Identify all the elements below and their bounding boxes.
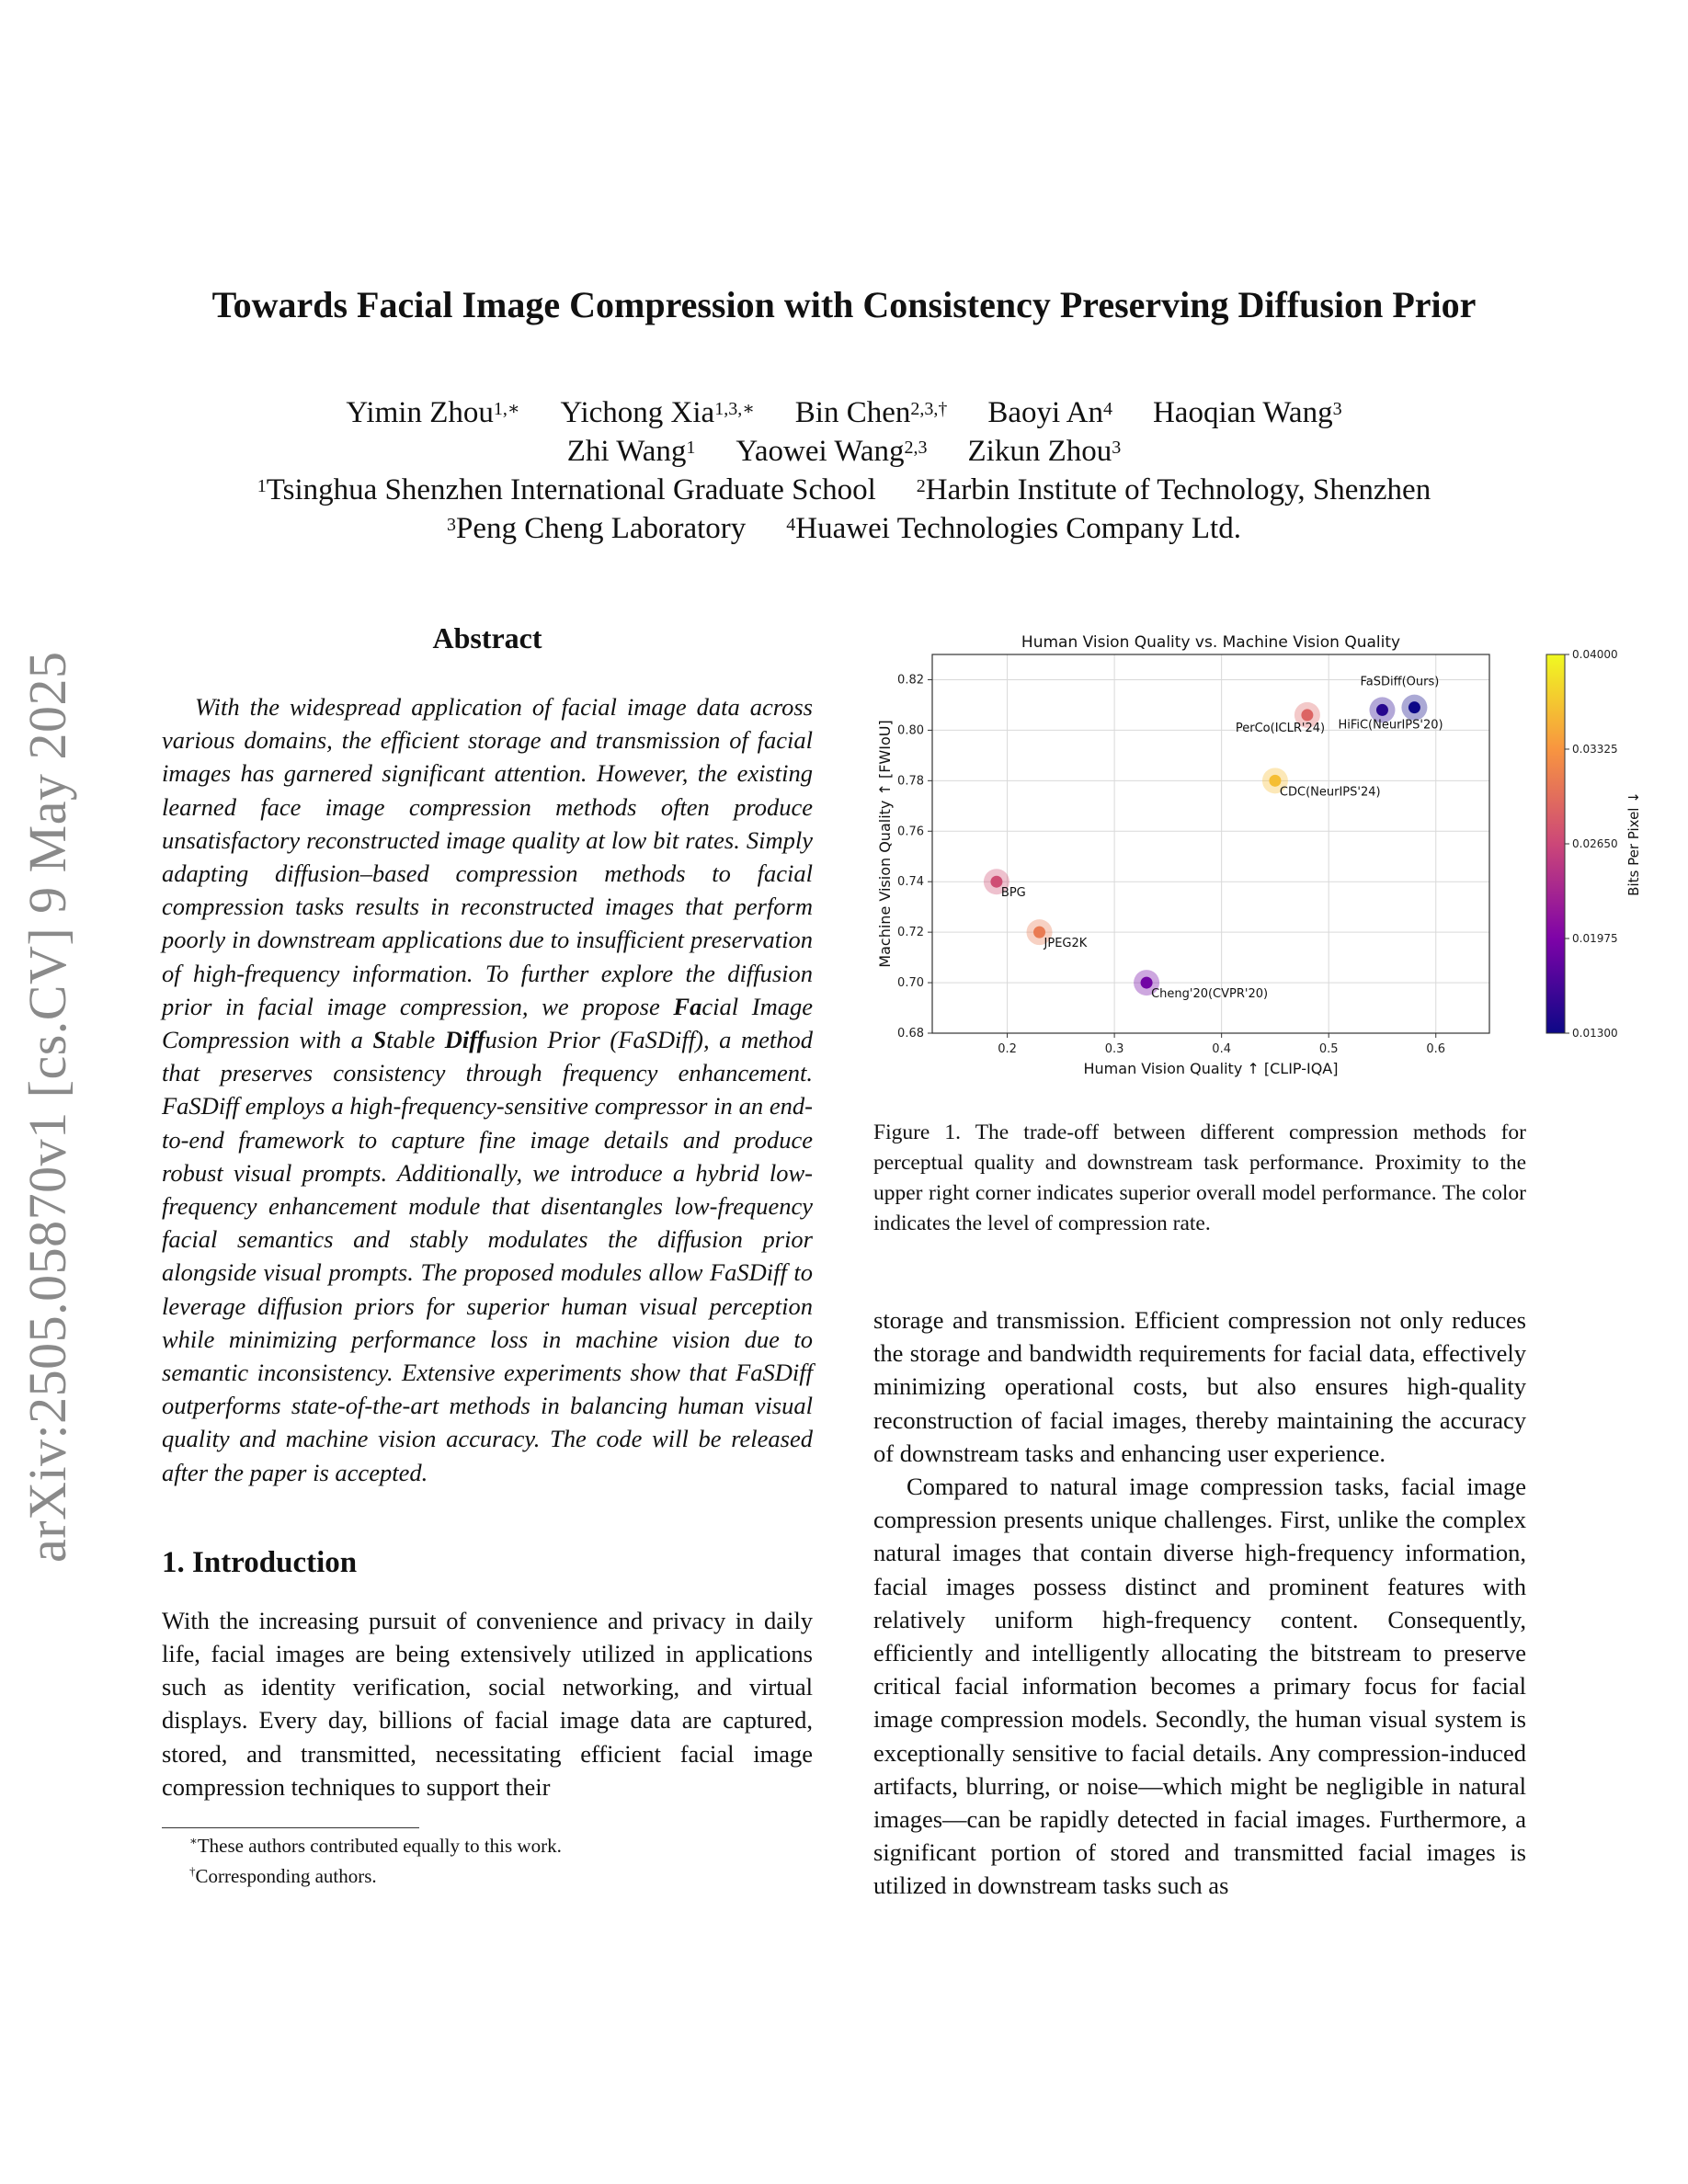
data-point <box>1376 704 1388 716</box>
data-point <box>1301 709 1313 721</box>
data-point-label: CDC(NeurIPS'24) <box>1279 785 1381 800</box>
affiliation <box>917 473 1431 506</box>
x-tick-label: 0.3 <box>1104 1042 1124 1056</box>
author <box>1153 396 1342 429</box>
intro-paragraph-3: Compared to natural image compression tasks, facial image compression presents unique challenges. First, unlike the complex natural images that contain diverse high-frequency information, facial images possess distinct and prominent features with relatively uniform high-frequency content. Consequently, efficiently and intelligently allocating the bitstream to preserve critical facial information becomes a primary focus for facial image compression models. Secondly, the human visual system is exceptionally sensitive to facial details. Any compression-induced artifacts, blurring, or noise—which might be negligible in natural images—can be rapidly detected in facial images. Furthermore, a significant portion of stored and transmitted facial images is utilized in downstream tasks such as <box>873 1473 1526 1900</box>
abstract-text-part: usion Prior (FaSDiff), a method that preserves consistency through frequency enhancement. FaSDiff employs a high-frequency-sensitive compressor in an end-to-end framework to capture fine image details and produce robust visual prompts. Additionally, we introduce a hybrid low-frequency enhancement module that disentangles low-frequency facial semantics and stably modulates the diffusion prior alongside visual prompts. The proposed modules allow FaSDiff to leverage diffusion priors for superior human visual perception while minimizing performance loss in machine vision due to semantic inconsistency. Extensive experiments show that FaSDiff outperforms state-of-the-art methods in balancing human visual quality and machine vision accuracy. The code will be released after the paper is accepted. <box>162 1026 813 1486</box>
author-name: Yimin Zhou <box>346 396 494 429</box>
data-point-label: JPEG2K <box>1044 937 1088 951</box>
colorbar-tick-label: 0.04000 <box>1572 648 1618 661</box>
data-point-label: PerCo(ICLR'24) <box>1235 721 1326 735</box>
affiliation-name: Huawei Technologies Company Ltd. <box>795 512 1241 545</box>
y-axis-label: Machine Vision Quality ↑ [FWIoU] <box>876 720 894 968</box>
author-marker: 3 <box>1332 399 1342 419</box>
affiliation-marker: 3 <box>447 515 457 535</box>
authors-line-2 <box>0 432 1688 471</box>
abstract-body <box>162 690 813 1489</box>
y-tick-label: 0.68 <box>897 1027 924 1041</box>
colorbar-tick-label: 0.01975 <box>1572 932 1618 945</box>
figure-1 <box>873 629 1642 1088</box>
y-tick-label: 0.78 <box>897 774 924 789</box>
affiliation-marker: 4 <box>786 515 796 535</box>
affiliations-line-1 <box>0 471 1688 509</box>
author <box>987 396 1112 429</box>
author-marker: 3 <box>1112 438 1122 458</box>
intro-paragraph-1: With the increasing pursuit of convenience and privacy in daily life, facial images are being extensively utilized in applications such as identity verification, social networking, and virtual displays. Every day, billions of facial image data are captured, stored, and transmitted, necessitating efficient facial image compression techniques to support their <box>162 1606 813 1801</box>
paper-title: Towards Facial Image Compression with Consistency Preserving Diffusion Prior <box>211 284 1477 325</box>
affiliations-line-2 <box>0 509 1688 548</box>
author-name: Yaowei Wang <box>736 435 905 468</box>
author-name: Haoqian Wang <box>1152 396 1333 429</box>
left-column <box>162 621 813 1889</box>
arxiv-identifier-stamp: arXiv:2505.05870v1 [cs.CV] 9 May 2025 <box>17 651 77 1563</box>
y-tick-label: 0.82 <box>897 673 924 688</box>
author <box>560 396 754 429</box>
author-marker: 2,3,† <box>910 399 948 419</box>
y-tick-label: 0.72 <box>897 926 924 940</box>
colorbar-tick-label: 0.02650 <box>1572 837 1618 850</box>
figure-1-caption: Figure 1. The trade-off between different compression methods for perceptual quality and downstream task performance. Proximity to the upper right corner indicates superior overall model performance. The color indicates the level of compression rate. <box>873 1120 1526 1235</box>
y-tick-label: 0.70 <box>897 976 924 991</box>
author-marker: 4 <box>1102 399 1112 419</box>
x-tick-label: 0.2 <box>998 1042 1017 1056</box>
author-name: Baoyi An <box>987 396 1103 429</box>
author <box>567 435 696 468</box>
author-marker: 1,∗ <box>493 399 520 419</box>
author-name: Yichong Xia <box>560 396 715 429</box>
colorbar-tick-label: 0.03325 <box>1572 743 1618 756</box>
data-point-label: HiFiC(NeurIPS'20) <box>1338 718 1443 733</box>
data-point-label: Cheng'20(CVPR'20) <box>1151 987 1269 1002</box>
footnote-mark: ∗ <box>189 1834 198 1848</box>
affiliation-name: Tsinghua Shenzhen International Graduate School <box>266 473 876 506</box>
scatter-chart <box>873 629 1642 1088</box>
colorbar-label: Bits Per Pixel ↓ <box>1625 791 1642 896</box>
footnote-mark: † <box>189 1864 196 1879</box>
abstract-heading: Abstract <box>432 621 542 654</box>
data-point-label: BPG <box>1000 886 1026 901</box>
footnote-text: Corresponding authors. <box>195 1865 377 1888</box>
data-point-label: FaSDiff(Ours) <box>1360 675 1440 689</box>
author-block <box>0 393 1688 548</box>
intro-paragraph-2: storage and transmission. Efficient compression not only reduces the storage and bandwidth requirements for facial data, effectively minimizing operational costs, but also ensures high-quality reconstruction of facial images, thereby maintaining the accuracy of downstream tasks and enhancing user experience. <box>873 1306 1526 1467</box>
author-marker: 1,3,∗ <box>714 399 755 419</box>
y-tick-label: 0.80 <box>897 723 924 738</box>
abstract-bold-fa: Fa <box>673 992 702 1020</box>
colorbar-tick-label: 0.01300 <box>1572 1027 1618 1040</box>
author-name: Zhi Wang <box>566 435 687 468</box>
author <box>795 396 948 429</box>
intro-heading: 1. Introduction <box>162 1545 358 1579</box>
authors-line-1 <box>0 393 1688 432</box>
author <box>346 396 519 429</box>
x-tick-label: 0.4 <box>1212 1042 1231 1056</box>
affiliation-name: Peng Cheng Laboratory <box>456 512 747 545</box>
abstract-text-part: cial Image Compression with a <box>162 992 813 1054</box>
affiliation-marker: 1 <box>257 476 267 496</box>
data-point <box>1409 701 1420 713</box>
chart-title: Human Vision Quality vs. Machine Vision Quality <box>1021 633 1401 652</box>
colorbar <box>1546 654 1565 1033</box>
footnote-text: These authors contributed equally to this work. <box>197 1835 562 1858</box>
abstract-text-part: With the widespread application of facial image data across various domains, the efficient storage and transmission of facial images has garnered significant attention. However, the existing learned face image compression methods often produce unsatisfactory reconstructed image quality at low bit rates. Simply adapting diffusion–based compression methods to facial compression tasks results in reconstructed images that perform poorly in downstream applications due to insufficient preservation of high-frequency information. To further explore the diffusion prior in facial image compression, we propose <box>162 693 813 1020</box>
abstract-text-part: table <box>386 1026 445 1054</box>
affiliation <box>447 512 746 545</box>
footnote-corresponding <box>162 1859 813 1889</box>
author-name: Zikun Zhou <box>967 435 1112 468</box>
author <box>968 435 1122 468</box>
x-tick-label: 0.6 <box>1426 1042 1446 1056</box>
author-name: Bin Chen <box>794 396 911 429</box>
y-tick-label: 0.74 <box>897 875 924 890</box>
right-column <box>873 1303 1526 1903</box>
abstract-bold-s: S <box>372 1026 387 1054</box>
affiliation-name: Harbin Institute of Technology, Shenzhen <box>925 473 1431 506</box>
author <box>736 435 927 468</box>
x-axis-label: Human Vision Quality ↑ [CLIP-IQA] <box>1083 1060 1339 1077</box>
footnote-equal-contribution <box>162 1828 813 1859</box>
x-tick-label: 0.5 <box>1318 1042 1339 1056</box>
affiliation <box>786 512 1241 545</box>
abstract-bold-diff: Diff <box>444 1026 485 1054</box>
y-tick-label: 0.76 <box>897 825 924 839</box>
affiliation-marker: 2 <box>916 476 926 496</box>
author-marker: 1 <box>686 438 696 458</box>
author-marker: 2,3 <box>904 438 928 458</box>
affiliation <box>257 473 876 506</box>
